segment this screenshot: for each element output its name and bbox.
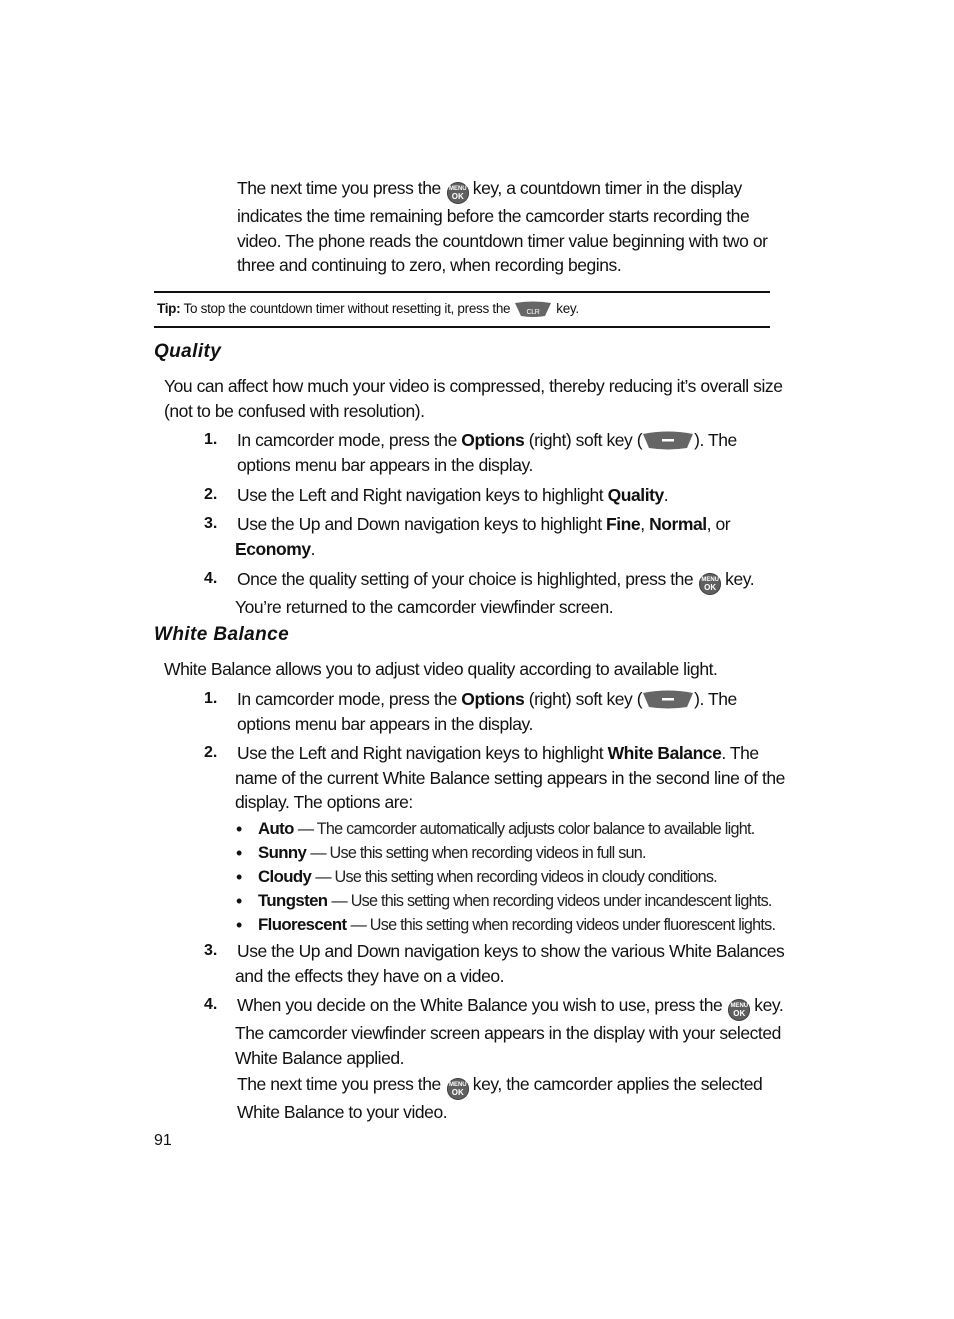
bullet: • xyxy=(236,891,243,911)
step-number: 1. xyxy=(204,431,218,448)
bullet: • xyxy=(236,843,243,863)
option-cloudy: Cloudy — Use this setting when recording videos in cloudy conditions. xyxy=(258,867,717,886)
intro-text: three and continuing to zero, when recording begins. xyxy=(237,255,622,276)
option-tungsten: Tungsten — Use this setting when recording videos under incandescent lights. xyxy=(258,891,772,910)
quality-step-2: Use the Left and Right navigation keys to highlight Quality. xyxy=(237,485,669,505)
step-number: 1. xyxy=(204,690,218,707)
tip-label: Tip: xyxy=(157,301,181,316)
tip-bottom-rule xyxy=(154,326,770,328)
tip-note xyxy=(157,300,579,318)
step-number: 4. xyxy=(204,570,218,587)
menu-ok-key-icon: MENU OK xyxy=(728,999,750,1021)
intro-text: key, a countdown timer in the display xyxy=(472,178,742,198)
option-auto: Auto — The camcorder automatically adjusts color balance to available light. xyxy=(258,819,755,838)
tip-text: To stop the countdown timer without resetting it, press the xyxy=(183,301,511,316)
bullet: • xyxy=(236,819,243,839)
option-sunny: Sunny — Use this setting when recording videos in full sun. xyxy=(258,843,646,862)
white-balance-intro: White Balance allows you to adjust video quality according to available light. xyxy=(164,659,718,679)
bullet: • xyxy=(236,915,243,935)
step-number: 2. xyxy=(204,486,218,503)
quality-intro: You can affect how much your video is compressed, thereby reducing it’s overall size (not to be confused with resolution). xyxy=(164,376,783,421)
quality-step-3: Use the Up and Down navigation keys to highlight Fine, Normal, or Economy. xyxy=(235,514,731,559)
svg-text:CLR: CLR xyxy=(526,309,540,316)
quality-step-1: In camcorder mode, press the Options (right) soft key ( ). The options menu bar appears in the display. xyxy=(237,430,737,475)
wb-step-1: In camcorder mode, press the Options (right) soft key ( ). The options menu bar appears in the display. xyxy=(237,689,737,734)
tip-text: key. xyxy=(556,301,579,316)
wb-step-4: When you decide on the White Balance you wish to use, press the MENU OK key. The camcorder viewfinder screen appears in the display with your selected White Balance applied. xyxy=(235,995,784,1068)
tip-top-rule xyxy=(154,291,770,293)
quality-heading: Quality xyxy=(154,341,222,362)
intro-text: The next time you press the xyxy=(237,178,441,198)
wb-after-paragraph: The next time you press the MENU OK key, the camcorder applies the selected White Balance to your video. xyxy=(237,1074,763,1122)
step-number: 3. xyxy=(204,942,218,959)
step-number: 2. xyxy=(204,744,218,761)
quality-step-4: Once the quality setting of your choice is highlighted, press the MENU OK key. You’re returned to the camcorder viewfinder screen. xyxy=(235,569,755,617)
option-fluorescent: Fluorescent — Use this setting when recording videos under fluorescent lights. xyxy=(258,915,776,934)
step-number: 4. xyxy=(204,996,218,1013)
intro-text: video. The phone reads the countdown timer value beginning with two or xyxy=(237,230,768,251)
right-soft-key-icon xyxy=(642,430,694,450)
wb-step-3: Use the Up and Down navigation keys to show the various White Balances and the effects they have on a video. xyxy=(235,941,785,986)
right-soft-key-icon xyxy=(642,689,694,709)
wb-step-2: Use the Left and Right navigation keys to highlight White Balance. The name of the current White Balance setting appears in the second line of the display. The options are: xyxy=(235,743,785,813)
bullet: • xyxy=(236,867,243,887)
clr-key-icon xyxy=(514,300,552,318)
page-number: 91 xyxy=(154,1132,172,1149)
menu-ok-key-icon: MENU OK xyxy=(447,1078,469,1100)
white-balance-heading: White Balance xyxy=(154,624,290,645)
menu-ok-key-icon: MENU OK xyxy=(699,573,721,595)
step-number: 3. xyxy=(204,515,218,532)
intro-paragraph xyxy=(237,176,767,278)
menu-ok-key-icon: MENU OK xyxy=(447,182,469,204)
intro-text: indicates the time remaining before the camcorder starts recording the xyxy=(237,206,750,226)
